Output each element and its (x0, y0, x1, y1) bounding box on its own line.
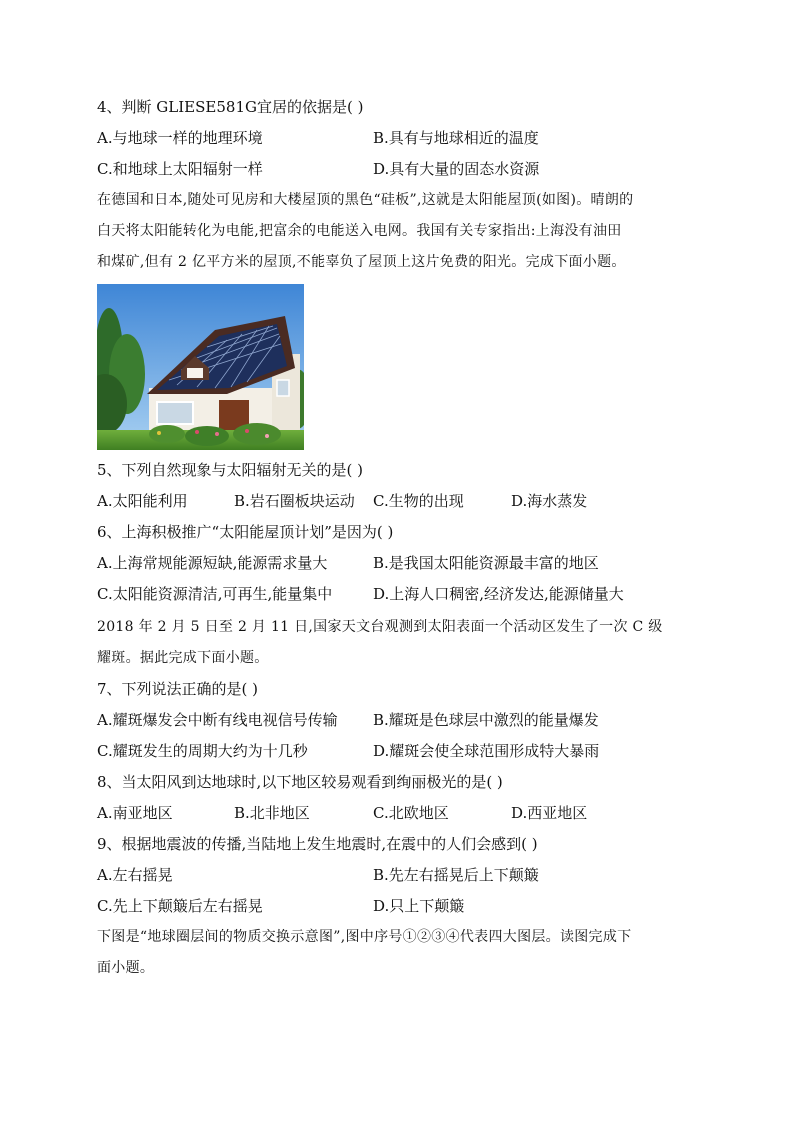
q8-option-d: D.西亚地区 (511, 804, 588, 822)
passage-solar-roof-line-1: 在德国和日本,随处可见房和大楼屋顶的黑色“硅板”,这就是太阳能屋顶(如图)。晴朗的 (97, 192, 634, 208)
q5-option-c: C.生物的出现 (373, 492, 464, 510)
q6-option-d: D.上海人口稠密,经济发达,能源储量大 (373, 585, 624, 603)
q9-option-d: D.只上下颠簸 (373, 897, 465, 915)
q5-option-a: A.太阳能利用 (97, 492, 188, 510)
passage-flare-line-1: 2018 年 2 月 5 日至 2 月 11 日,国家天文台观测到太阳表面一个活动区发生了一次 C 级 (97, 619, 663, 635)
passage-spheres-line-1: 下图是“地球圈层间的物质交换示意图”,图中序号①②③④代表四大图层。读图完成下 (97, 929, 632, 945)
q6-option-c: C.太阳能资源清洁,可再生,能量集中 (97, 585, 333, 603)
q4-option-c: C.和地球上太阳辐射一样 (97, 160, 263, 178)
q7-stem: 7、下列说法正确的是( ) (97, 680, 259, 698)
q6-option-b: B.是我国太阳能资源最丰富的地区 (373, 554, 599, 572)
q6-option-a: A.上海常规能源短缺,能源需求量大 (97, 554, 328, 572)
q8-option-c: C.北欧地区 (373, 804, 449, 822)
q9-option-c: C.先上下颠簸后左右摇晃 (97, 897, 263, 915)
q5-option-b: B.岩石圈板块运动 (234, 492, 355, 510)
passage-solar-roof-line-2: 白天将太阳能转化为电能,把富余的电能送入电网。我国有关专家指出:上海没有油田 (97, 223, 622, 239)
passage-spheres-line-2: 面小题。 (97, 960, 155, 976)
q7-option-c: C.耀斑发生的周期大约为十几秒 (97, 742, 308, 760)
q8-option-a: A.南亚地区 (97, 804, 173, 822)
q4-option-a: A.与地球一样的地理环境 (97, 129, 263, 147)
q4-stem: 4、判断 GLIESE581G宜居的依据是( ) (97, 98, 364, 116)
q7-option-a: A.耀斑爆发会中断有线电视信号传输 (97, 711, 338, 729)
q7-option-b: B.耀斑是色球层中激烈的能量爆发 (373, 711, 599, 729)
q7-option-d: D.耀斑会使全球范围形成特大暴雨 (373, 742, 600, 760)
q5-option-d: D.海水蒸发 (511, 492, 588, 510)
q9-option-b: B.先左右摇晃后上下颠簸 (373, 866, 539, 884)
q4-option-b: B.具有与地球相近的温度 (373, 129, 539, 147)
passage-flare-line-2: 耀斑。据此完成下面小题。 (97, 650, 269, 666)
solar-roof-house-photo (97, 284, 304, 450)
q8-option-b: B.北非地区 (234, 804, 310, 822)
passage-solar-roof-line-3: 和煤矿,但有 2 亿平方米的屋顶,不能辜负了屋顶上这片免费的阳光。完成下面小题。 (97, 254, 626, 270)
q9-option-a: A.左右摇晃 (97, 866, 173, 884)
q6-stem: 6、上海积极推广“太阳能屋顶计划”是因为( ) (97, 523, 394, 541)
q8-stem: 8、当太阳风到达地球时,以下地区较易观看到绚丽极光的是( ) (97, 773, 503, 791)
q9-stem: 9、根据地震波的传播,当陆地上发生地震时,在震中的人们会感到( ) (97, 835, 538, 853)
q5-stem: 5、下列自然现象与太阳辐射无关的是( ) (97, 461, 364, 479)
q4-option-d: D.具有大量的固态水资源 (373, 160, 540, 178)
